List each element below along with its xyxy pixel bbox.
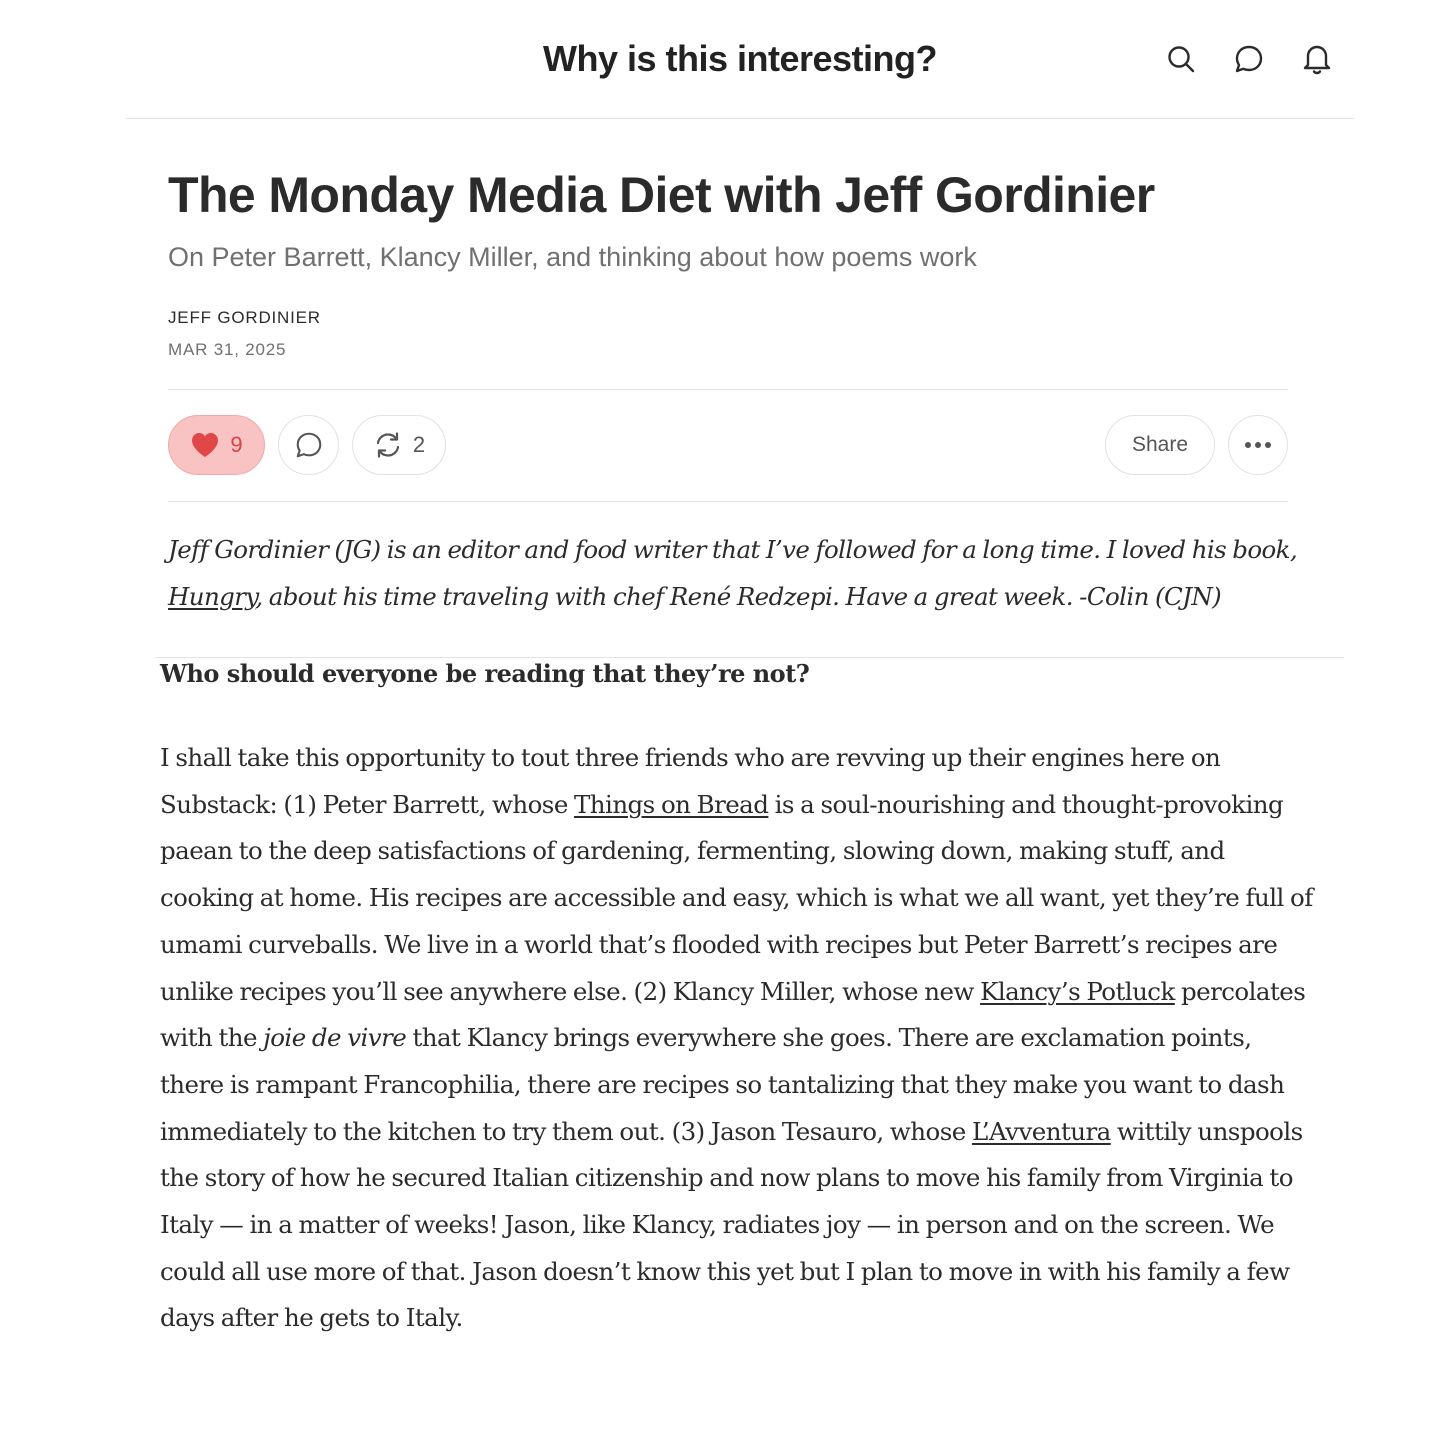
body-emphasis: joie de vivre	[263, 1023, 407, 1053]
body-text: percolates with the	[160, 976, 1306, 1053]
body-text: wittily unspools the story of how he secured Italian citizenship and now plans to move his family from Virginia to Italy — in a matter of weeks! Jason, like Klancy, radiates joy — in person and on the screen. We could all use more of that. Jason doesn’t know this yet but I plan to move in with his family a few days after he gets to Italy.	[160, 1116, 1303, 1333]
klancys-potluck-link[interactable]: Klancy’s Potluck	[980, 976, 1175, 1006]
bell-icon[interactable]	[1298, 40, 1336, 78]
comment-button[interactable]	[278, 415, 339, 475]
publication-title[interactable]: Why is this interesting?	[542, 38, 938, 79]
divider	[155, 657, 1344, 658]
body-text: that Klancy brings everywhere she goes. There are exclamation points, there is rampant Francophilia, there are recipes so tantalizing that they make you want to dash immediately to the kitchen to try them out. (3) Jason Tesauro, whose	[160, 1023, 1285, 1146]
ellipsis-icon	[1244, 441, 1272, 449]
restack-count: 2	[412, 432, 426, 457]
intro-paragraph	[168, 527, 1328, 620]
body-paragraph	[160, 735, 1320, 1342]
top-bar	[126, 0, 1354, 119]
chat-icon[interactable]	[1230, 40, 1268, 78]
restack-button[interactable]	[352, 415, 446, 475]
intro-text: , about his time traveling with chef René Redzepi. Have a great week. -Colin (CJN)	[255, 581, 1222, 611]
hungry-link[interactable]: Hungry	[168, 581, 256, 611]
post-actions	[168, 415, 1288, 477]
things-on-bread-link[interactable]: Things on Bread	[574, 789, 769, 819]
body-text: is a soul-nourishing and thought-provoking paean to the deep satisfactions of gardening, fermenting, slowing down, making stuff, and cooking at home. His recipes are accessible and easy, which is what we all want, yet they’re full of umami curveballs. We live in a world that’s flooded with recipes but Peter Barrett’s recipes are unlike recipes you’ll see anywhere else. (2) Klancy Miller, whose new	[160, 789, 1313, 1006]
divider	[168, 389, 1288, 390]
top-icons	[1162, 40, 1336, 78]
post-title: The Monday Media Diet with Jeff Gordinier	[168, 167, 1155, 223]
author-name[interactable]: JEFF GORDINIER	[168, 308, 321, 327]
like-button[interactable]	[168, 415, 265, 475]
share-button[interactable]: Share	[1105, 415, 1215, 475]
search-icon[interactable]	[1162, 40, 1200, 78]
divider	[168, 501, 1288, 502]
post-subtitle: On Peter Barrett, Klancy Miller, and thinking about how poems work	[168, 242, 977, 272]
body-text: I shall take this opportunity to tout three friends who are revving up their engines here on Substack: (1) Peter Barrett, whose	[160, 743, 1221, 819]
lavventura-link[interactable]: L’Avventura	[971, 1116, 1111, 1146]
section-question: Who should everyone be reading that they’re not?	[160, 659, 810, 688]
like-count: 9	[230, 432, 243, 457]
post-date: MAR 31, 2025	[168, 340, 287, 359]
intro-text: Jeff Gordinier (JG) is an editor and food writer that I’ve followed for a long time. I loved his book,	[168, 535, 1298, 564]
more-options-button[interactable]	[1228, 415, 1288, 475]
heart-icon	[190, 431, 220, 459]
restack-icon	[373, 430, 403, 460]
comment-icon	[294, 430, 324, 460]
